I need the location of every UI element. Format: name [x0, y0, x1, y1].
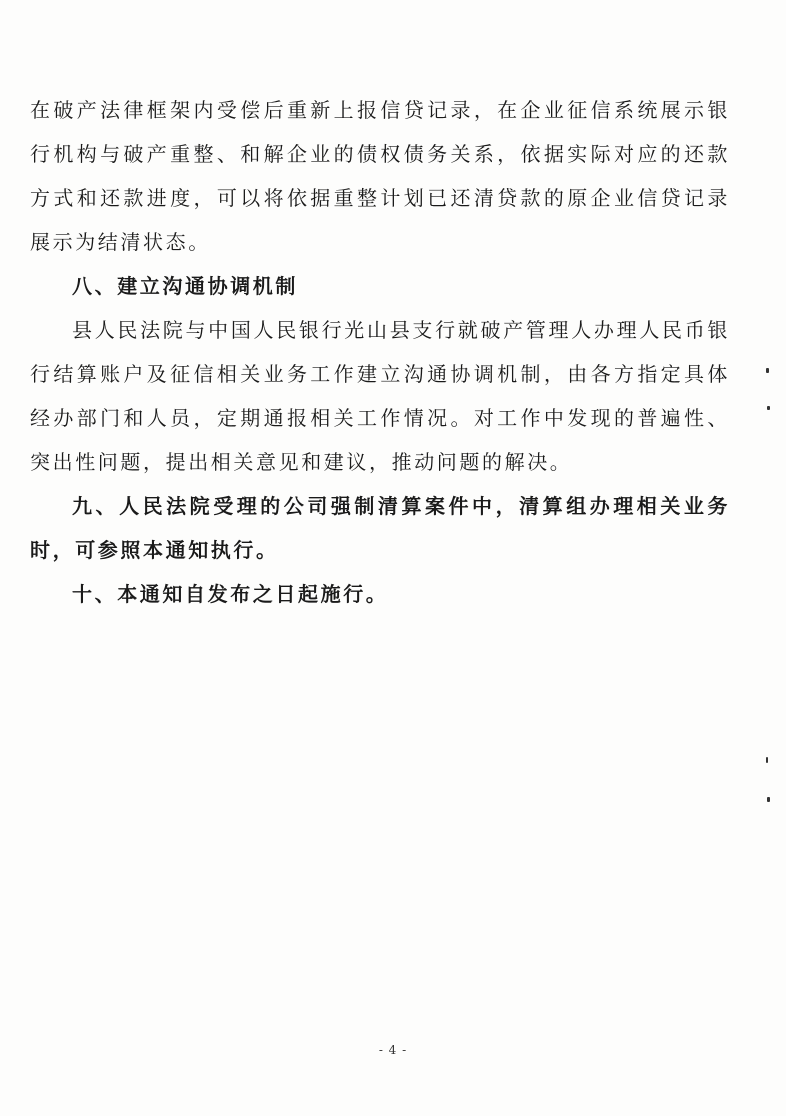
document-body [30, 88, 730, 616]
section-heading-10: 十、本通知自发布之日起施行。 [72, 582, 389, 606]
page-number: - 4 - [378, 1043, 408, 1057]
scan-speck [767, 406, 770, 410]
scan-speck [767, 797, 770, 802]
scan-speck [766, 368, 769, 373]
paragraph-section-8: 县人民法院与中国人民银行光山县支行就破产管理人办理人民币银行结算账户及征信相关业务工作建立沟通协调机制，由各方指定具体经办部门和人员，定期通报相关工作情况。对工作中发现的普遍性、突出性问题，提出相关意见和建议，推动问题的解决。 [30, 318, 730, 474]
scan-speck [766, 757, 768, 763]
paragraph-continuation: 在破产法律框架内受偿后重新上报信贷记录，在企业征信系统展示银行机构与破产重整、和解企业的债权债务关系，依据实际对应的还款方式和还款进度，可以将依据重整计划已还清贷款的原企业信贷记录展示为结清状态。 [30, 98, 730, 254]
section-heading-8: 八、建立沟通协调机制 [72, 274, 298, 298]
section-heading-9: 九、人民法院受理的公司强制清算案件中，清算组办理相关业务时，可参照本通知执行。 [30, 494, 730, 562]
